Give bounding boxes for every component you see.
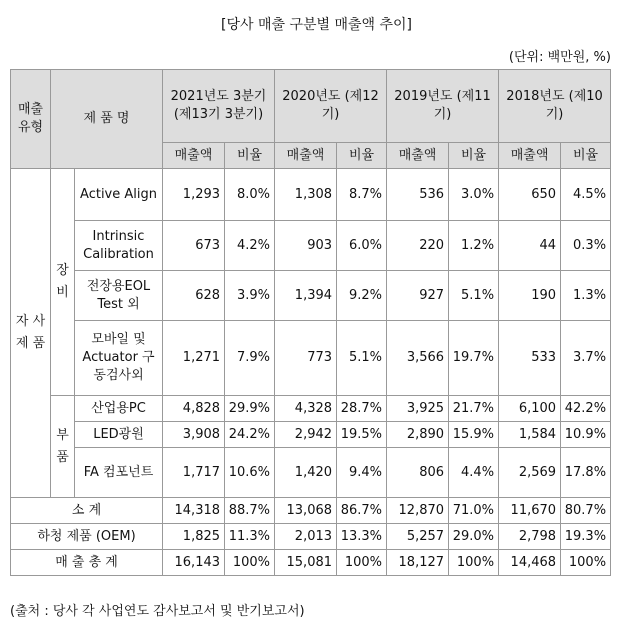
value-cell: 13,068 (275, 498, 337, 524)
header-ratio: 비율 (449, 143, 499, 169)
value-cell: 11,670 (499, 498, 561, 524)
value-cell: 5.1% (337, 321, 387, 396)
value-cell: 80.7% (561, 498, 611, 524)
value-cell: 4,828 (163, 396, 225, 422)
value-cell: 1.2% (449, 221, 499, 271)
value-cell: 9.2% (337, 271, 387, 321)
header-period: 2021년도 3분기 (제13기 3분기) (163, 70, 275, 143)
value-cell: 1,825 (163, 524, 225, 550)
value-cell: 4.4% (449, 448, 499, 498)
value-cell: 100% (337, 550, 387, 576)
value-cell: 5.1% (449, 271, 499, 321)
value-cell: 8.0% (225, 169, 275, 221)
value-cell: 190 (499, 271, 561, 321)
value-cell: 24.2% (225, 422, 275, 448)
header-product: 제 품 명 (51, 70, 163, 169)
value-cell: 773 (275, 321, 337, 396)
product-name: Active Align (75, 169, 163, 221)
header-ratio: 비율 (225, 143, 275, 169)
value-cell: 100% (449, 550, 499, 576)
value-cell: 2,942 (275, 422, 337, 448)
value-cell: 71.0% (449, 498, 499, 524)
value-cell: 6,100 (499, 396, 561, 422)
header-sales: 매출액 (275, 143, 337, 169)
value-cell: 533 (499, 321, 561, 396)
subtotal-label: 소 계 (11, 498, 163, 524)
product-name: 모바일 및 Actuator 구동검사외 (75, 321, 163, 396)
value-cell: 1,394 (275, 271, 337, 321)
value-cell: 673 (163, 221, 225, 271)
value-cell: 1,271 (163, 321, 225, 396)
value-cell: 12,870 (387, 498, 449, 524)
value-cell: 28.7% (337, 396, 387, 422)
value-cell: 1,293 (163, 169, 225, 221)
value-cell: 1,584 (499, 422, 561, 448)
header-type: 매출 유형 (11, 70, 51, 169)
value-cell: 86.7% (337, 498, 387, 524)
value-cell: 19.7% (449, 321, 499, 396)
value-cell: 2,798 (499, 524, 561, 550)
value-cell: 21.7% (449, 396, 499, 422)
value-cell: 4,328 (275, 396, 337, 422)
value-cell: 536 (387, 169, 449, 221)
value-cell: 9.4% (337, 448, 387, 498)
value-cell: 3,908 (163, 422, 225, 448)
value-cell: 15,081 (275, 550, 337, 576)
group-own: 자 사 제 품 (11, 169, 51, 498)
value-cell: 3,925 (387, 396, 449, 422)
value-cell: 1,420 (275, 448, 337, 498)
value-cell: 1,717 (163, 448, 225, 498)
header-ratio: 비율 (337, 143, 387, 169)
product-name: LED광원 (75, 422, 163, 448)
product-name: 전장용EOL Test 외 (75, 271, 163, 321)
value-cell: 100% (561, 550, 611, 576)
value-cell: 3.0% (449, 169, 499, 221)
value-cell: 4.5% (561, 169, 611, 221)
value-cell: 17.8% (561, 448, 611, 498)
value-cell: 1.3% (561, 271, 611, 321)
value-cell: 100% (225, 550, 275, 576)
group-equip: 장 비 (51, 169, 75, 396)
value-cell: 927 (387, 271, 449, 321)
value-cell: 44 (499, 221, 561, 271)
unit-note: (단위: 백만원, %) (508, 50, 611, 65)
table-title: [당사 매출 구분별 매출액 추이] (220, 17, 412, 33)
value-cell: 19.3% (561, 524, 611, 550)
product-name: Intrinsic Calibration (75, 221, 163, 271)
header-period: 2018년도 (제10기) (499, 70, 611, 143)
product-name: 산업용PC (75, 396, 163, 422)
value-cell: 0.3% (561, 221, 611, 271)
header-period: 2020년도 (제12기) (275, 70, 387, 143)
value-cell: 10.6% (225, 448, 275, 498)
value-cell: 88.7% (225, 498, 275, 524)
value-cell: 5,257 (387, 524, 449, 550)
value-cell: 4.2% (225, 221, 275, 271)
value-cell: 14,318 (163, 498, 225, 524)
value-cell: 2,013 (275, 524, 337, 550)
value-cell: 806 (387, 448, 449, 498)
value-cell: 14,468 (499, 550, 561, 576)
value-cell: 220 (387, 221, 449, 271)
group-parts: 부 품 (51, 396, 75, 498)
value-cell: 18,127 (387, 550, 449, 576)
value-cell: 3.7% (561, 321, 611, 396)
header-sales: 매출액 (499, 143, 561, 169)
value-cell: 29.9% (225, 396, 275, 422)
header-sales: 매출액 (163, 143, 225, 169)
value-cell: 628 (163, 271, 225, 321)
header-sales: 매출액 (387, 143, 449, 169)
value-cell: 1,308 (275, 169, 337, 221)
value-cell: 8.7% (337, 169, 387, 221)
oem-label: 하청 제품 (OEM) (11, 524, 163, 550)
header-ratio: 비율 (561, 143, 611, 169)
total-label: 매 출 총 계 (11, 550, 163, 576)
value-cell: 11.3% (225, 524, 275, 550)
value-cell: 2,890 (387, 422, 449, 448)
value-cell: 16,143 (163, 550, 225, 576)
header-period: 2019년도 (제11기) (387, 70, 499, 143)
value-cell: 6.0% (337, 221, 387, 271)
source-note: (출처 : 당사 각 사업연도 감사보고서 및 반기보고서) (10, 604, 305, 619)
value-cell: 903 (275, 221, 337, 271)
sales-table (10, 69, 611, 576)
value-cell: 3,566 (387, 321, 449, 396)
value-cell: 650 (499, 169, 561, 221)
value-cell: 15.9% (449, 422, 499, 448)
value-cell: 13.3% (337, 524, 387, 550)
value-cell: 10.9% (561, 422, 611, 448)
value-cell: 7.9% (225, 321, 275, 396)
product-name: FA 컴포넌트 (75, 448, 163, 498)
value-cell: 3.9% (225, 271, 275, 321)
value-cell: 42.2% (561, 396, 611, 422)
value-cell: 2,569 (499, 448, 561, 498)
value-cell: 29.0% (449, 524, 499, 550)
value-cell: 19.5% (337, 422, 387, 448)
